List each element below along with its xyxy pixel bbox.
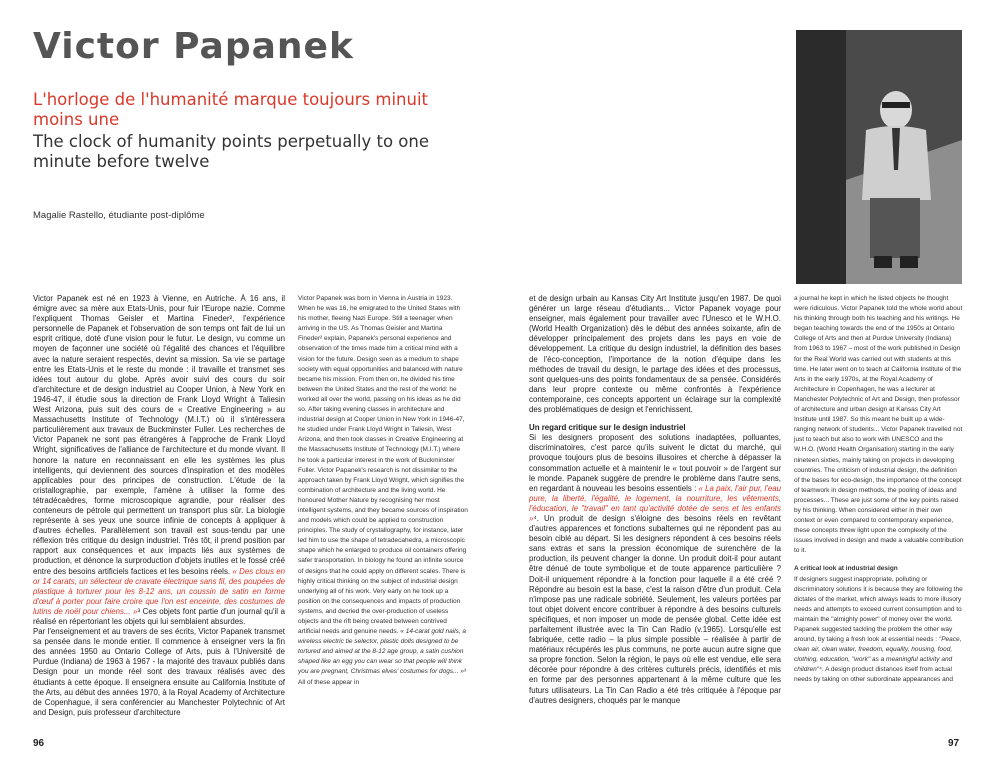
page-number: 96 [33, 738, 45, 749]
french-paragraph-cont: ⁴. Un produit de design s'éloigne des besoins réels en revêtant d'autres apparences et fonctions subalternes qui ne répondent pas au besoin ciblé au départ. Si les designers répondent à ces besoins réels sans extras et sans la pression économique de surenchère de la production, ils peuvent changer la donne. Un produit doit-il pour autant être dénué de toute symbolique et de toute apparence particulière ? Doit-il uniquement répondre à la fonction pour laquelle il a été créé ? Répondre au besoin est la base, c'est la raison d'être d'un produit. Cela n'impose pas une radicale sobriété. Seulement, les valeurs portées par tout objet doivent encore contribuer à répondre à des besoins culturels spécifiques, et non imposer un mode de pensée global. Cette idée est parfaitement illustrée avec la Tin Can Radio (v.1965). Lorsqu'elle est fabriquée, cette radio – la plus simple possible – réalisée à partir de matériaux récupérés les plus communs, ne porte aucun autre signe que sa propre fonction. Selon la région, le pays où elle est vendue, elle sera décorée pour répondre à des critères culturels précis, identifiés et mis en forme par des personnes appartenant à la même culture que les futurs utilisateurs. La Tin Can Radio a été très critiquée à l'époque par d'autres designers, choqués par le manque [529, 513, 781, 705]
french-paragraph: Si les designers proposent des solutions inadaptées, polluantes, discriminatoires, c'est parce qu'ils suivent le dictat du marché, qui provoque toujours plus de besoins illusoires et cherche à dépasser la consommation actuelle et à maintenir le « tout pouvoir » de l'argent sur le monde. Papanek suggère de prendre le problème dans l'autre sens, en regardant à nouveau les besoins essentiels : [529, 433, 781, 493]
french-section-heading: Un regard critique sur le design industriel [529, 423, 686, 433]
english-quote: "Peace, clean air, clean water, freedom, equality, housing, food, clothing, education, "work" as a meaningful activity and children" [794, 636, 962, 674]
subtitle-french: L'horloge de l'humanité marque toujours minuit moins une [33, 90, 429, 129]
portrait-figure [796, 30, 962, 284]
french-paragraph-cont: ³ Ces objets font partie d'un journal qu'il a réalisé en répertoriant les objets qui lui semblaient absurdes. [33, 606, 285, 626]
portrait-photo [796, 30, 962, 284]
english-paragraph-cont: ⁴. A design product distances itself from actual needs by taking on other subordinate appearances and [794, 666, 954, 684]
right-page [496, 0, 992, 763]
english-paragraph: Victor Papanek was born in Vienna in Austria in 1923. When he was 16, he emigrated to the United States with his mother, fleeing Nazi Europe. Still a teenager when arriving in the US. As Thomas Geisler and Martina Fineder² explain, Papanek's personal experience and observation of the times made him a critical mind with a vision for the future. Design seen as a medium to shape society with equal opportunities and balanced with nature became his mission. From then on, he divided his time between the United States and the rest of the world: he worked all over the world, passing on his ideas as he did so. After taking evening classes in architecture and industrial design at Cooper Union in New York in 1946-47, he studied under Frank Lloyd Wright in Taliesin, West Arizona, and then took classes in Creative Engineering at the Massachusetts Institute of Technology (M.I.T.) where he took a particular interest in the work of Buckminster Fuller. Victor Papanek's research is not dissimilar to the approach taken by Frank Lloyd Wright, which signifies the combination of architecture and the living world. He honoured Mother Nature by recognising her most intelligent systems, and they became sources of inspiration and models which could be applied to construction principles. The study of crystallography, for instance, later led him to use the shape of tetradecahedra, a microscopic shape which he enlarged to produce oil containers offering safer transportation. In biology he found an infinite source of designs that he could apply on different scales. There is highly critical thinking on the subject of industrial design underlying all of his work. Very early on he took up a position on the consequences and impacts of production systems, and decried the over-production of useless objects and the rift being created between contrived artificial needs and genuine needs. [298, 295, 468, 636]
subtitle-english: The clock of humanity points perpetually to one minute before twelve [33, 132, 430, 171]
french-quote: « La paix, l'air pur, l'eau pure, la liberté, l'égalité, le logement, la nourriture, les vêtements, l'éducation, le "travail" en tant qu'activité dotée de sens et les enfants » [529, 483, 781, 523]
english-quote: « 14-carat gold nails, a wireless electric tie selector, plastic dolls designed to be tortured and aimed at the 8-12 age group, a satin cushion shaped like an egg you can wear so that people will think you are pregnant, Christmas elves' costumes for dogs... » [298, 628, 467, 676]
french-column [33, 294, 285, 718]
french-column [529, 294, 781, 706]
english-column [298, 294, 468, 688]
english-paragraph: If designers suggest inappropriate, polluting or discriminatory solutions it is because they are following the dictates of the market, which always leads to more illusory needs and attempts to exceed current consumption and to maintain the "almighty power" of money over the world. Papanek suggested tackling the problem the other way around, by taking a fresh look at essential needs : [794, 575, 963, 644]
english-column [794, 294, 964, 686]
french-paragraph: Victor Papanek est né en 1923 à Vienne, en Autriche. À 16 ans, il émigre avec sa mère aux Etats-Unis, pour fuir l'Europe nazie. Comme l'expliquent Thomas Geisler et Martina Fineder², l'expérience personnelle de Papanek et l'observation de son temps ont fait de lui un esprit critique, doté d'une vision pour le futur. Le design, vu comme un moyen de façonner une société où l'égalité des chances et l'équilibre avec la nature seraient respectés, devint sa mission. Sa vie se partage entre les Etats-Unis et le reste du monde : il travaille et transmet ses idées tout autour du globe. Après avoir suivi des cours du soir d'architecture et de design industriel au Cooper Union, à New York en 1946-47, il étudie sous la direction de Frank Lloyd Wright à Taliesin West Arizona, puis suit des cours de « Creative Engineering » au Massachusetts Institute of Technology (M.I.T.) où il s'intéressera particulièrement aux travaux de Buckminster Fuller. Les recherches de Victor Papanek ne sont pas étrangères à l'approche de Frank Lloyd Wright, significatives de l'alliance de l'architecture et du monde vivant. Il honore la nature en reconnaissant en elle les systèmes les plus intelligents, qui deviennent des sources d'inspiration et des modèles applicables pour des principes de construction. L'étude de la cristallographie, par exemple, l'amène à utiliser la forme des tétradécaèdres, forme microscopique agrandie, pour réaliser des conteneurs de pétrole qui permettent un transport plus sûr. La biologie représente à ses yeux une source infinie de concepts à appliquer à d'autres échelles. Parallèlement son travail est sous-tendu par une réflexion très critique du design industriel. Très tôt, il prend position par rapport aux conséquences et aux impacts liés aux systèmes de production, et dénonce la surproduction d'objets inutiles et le fossé créé entre des besoins artificiels factices et les besoins réels. [33, 294, 285, 576]
french-paragraph: et de design urbain au Kansas City Art Institute jusqu'en 1987. De quoi générer un large réseau d'étudiants... Victor Papanek voyage pour enseigner, mais également pour travailler avec l'Unesco et le W.H.O. (World Health Organization) dès le début des années soixante, afin de développer principalement des projets dans les pays en voie de développement. La critique du design industriel, la définition des bases de l'éco-conception, l'importance de la notion d'équipe dans les méthodes de travail du design, le partage des idées et des processus, sont quelques-uns des points fondamentaux de sa pensée. Considérés dans leur propre contexte ou même confrontés à l'expérience contemporaine, ces concepts apportent un éclairage sur la complexité des problématiques de design et l'enrichissent. [529, 294, 781, 415]
french-paragraph: Par l'enseignement et au travers de ses écrits, Victor Papanek transmet sa pensée dans le monde entier. Il commence à enseigner vers la fin des années 1950 au Ontario College of Arts, puis à l'Université de Purdue (Indiana) de 1963 à 1967 - la majorité des travaux publiés dans Design pour un monde réel sont des travaux réalisés avec des étudiants à cette époque. Il enseignera ensuite au California Institute of the Arts, au début des années 1970, à la Royal Academy of Architecture de Copenhague, il sera conférencier au Manchester Polytechnic of Art and Design, puis professeur d'architecture [33, 627, 285, 717]
french-quote: « Des clous en or 14 carats, un sélecteur de cravate électrique sans fil, des poupées de plastique à torturer pour les 8-12 ans, un coussin de satin en forme d'œuf à porter pour faire croire que l'on est enceinte, des costumes de lutins de noël pour chiens... » [33, 566, 285, 616]
english-paragraph-cont: ³ All of these appear in [298, 668, 467, 686]
english-section-heading: A critical look at industrial design [794, 565, 898, 573]
page-number: 97 [948, 738, 960, 749]
author-line: Magalie Rastello, étudiante post-diplôme [33, 210, 205, 221]
english-paragraph: a journal he kept in which he listed objects he thought were ridiculous. Victor Papanek told the whole world about his thinking through both his teaching and his writings. He began teaching towards the end of the 1950s at Ontario College of Arts and then at Purdue University (Indiana) from 1963 to 1967 – most of the work published in Design for the Real World was carried out with students at this time. He later went on to teach at California Institute of the Arts in the early 1970s, at the Royal Academy of Architecture in Copenhagen, he was a lecturer at Manchester Polytechnic of Art and Design, then professor of architecture and urban design at Kansas City Art Institute until 1987. So this meant he built up a wide-ranging network of students... Victor Papanek travelled not just to teach but also to work with UNESCO and the W.H.O. (World Health Organisation) starting in the early nineteen sixties, mainly taking on projects in developing countries. The criticism of industrial design, the definition of the bases for eco-design, the importance of the concept of teamwork in design methods, the pooling of ideas and processes... These are just some of the key points raised by his thinking. When considered either in their own context or even compared to contemporary experience, these concepts threw light upon the complexity of the issues involved in design and made a valuable contribution to it. [794, 295, 964, 555]
article-title: Victor Papanek [33, 26, 354, 67]
